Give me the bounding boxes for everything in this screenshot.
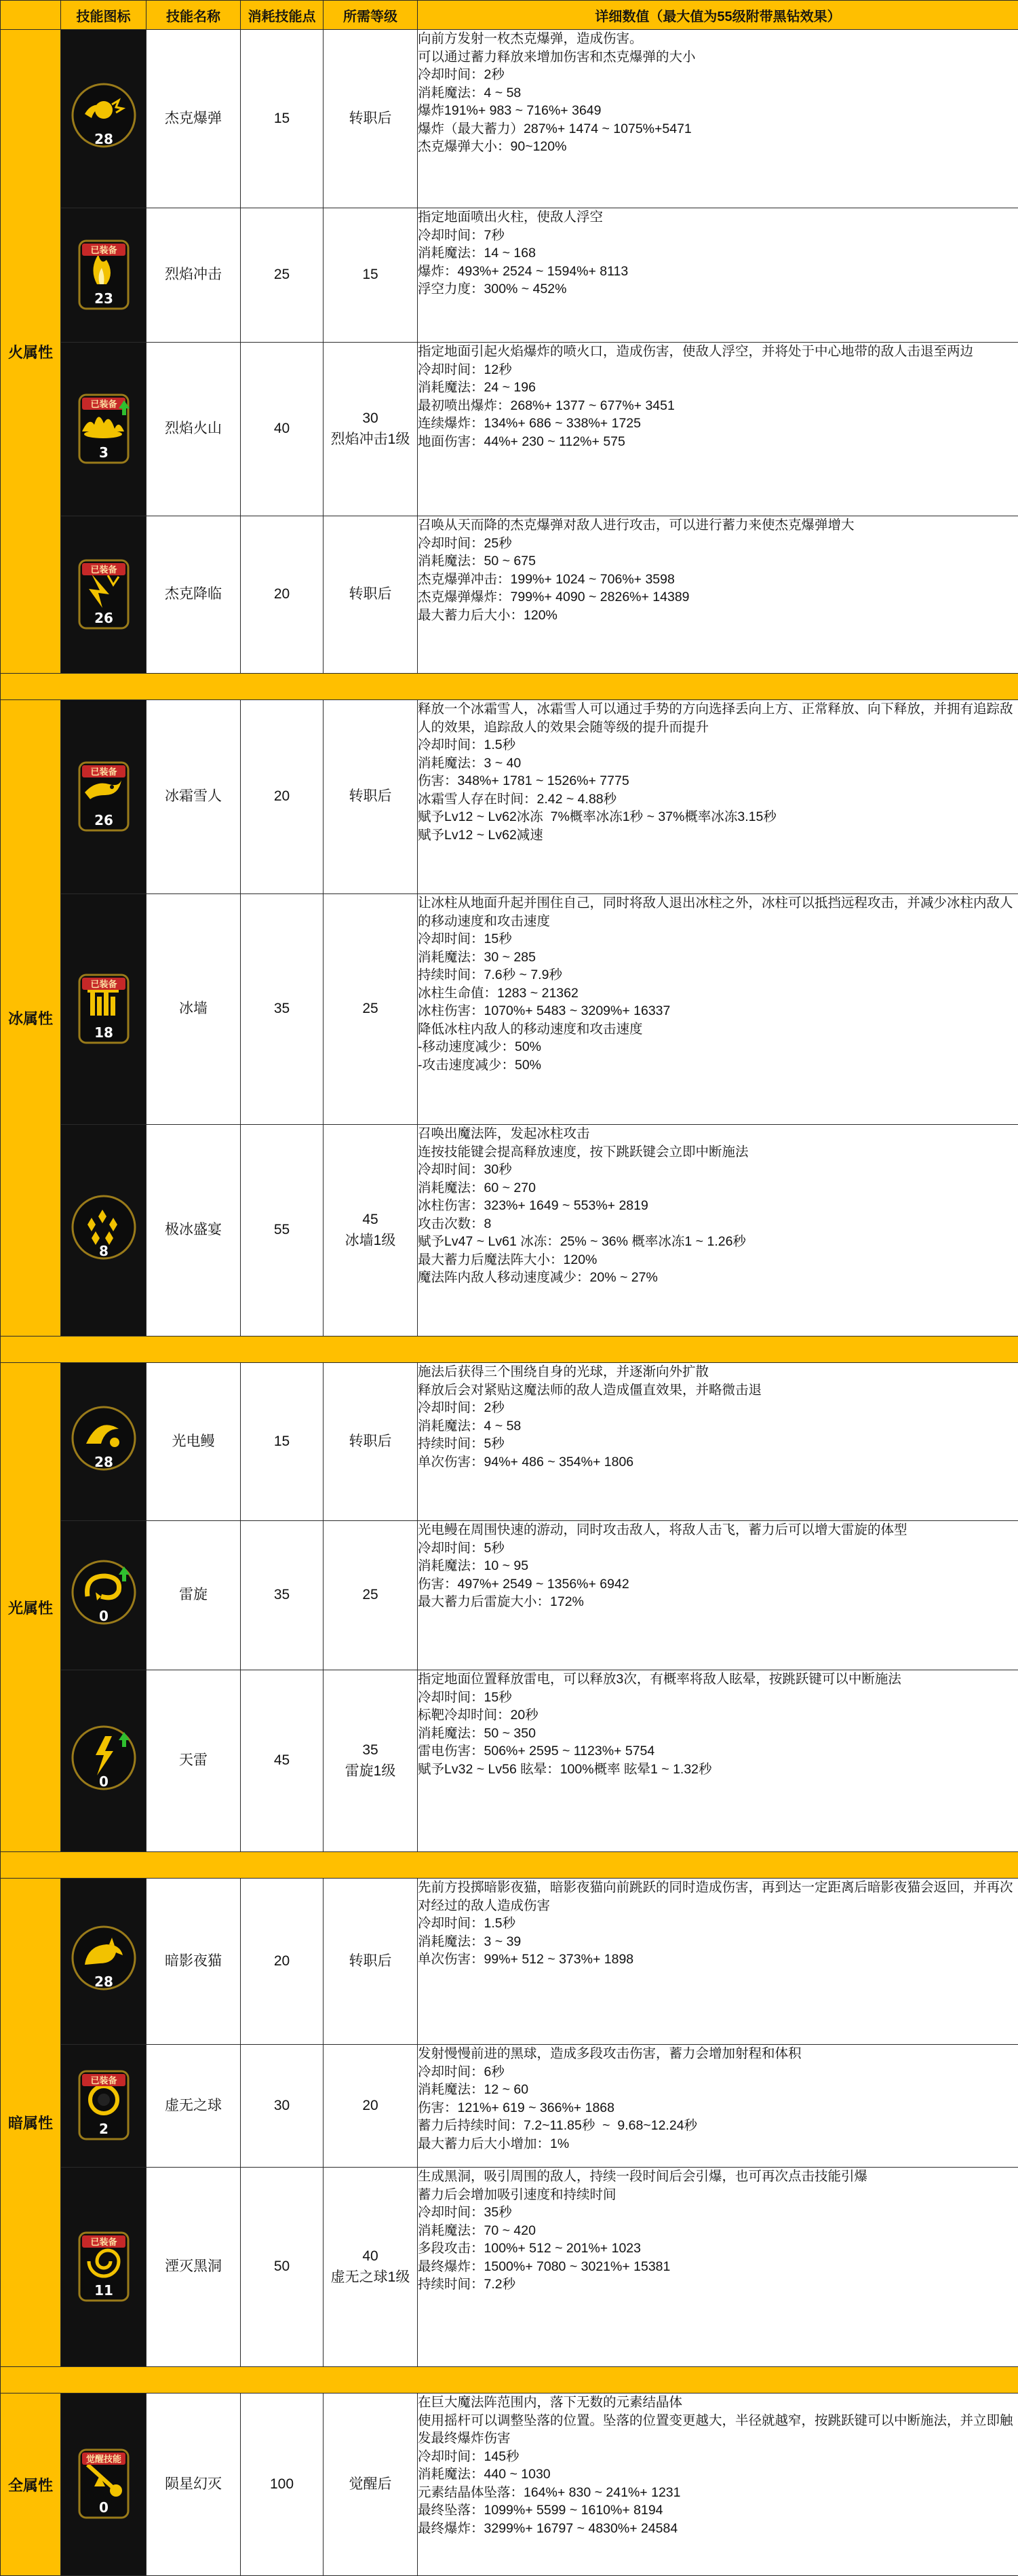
skill-points: 20 [241, 1879, 324, 2045]
required-level [324, 1879, 418, 2045]
skill-icon-level: 26 [94, 610, 113, 626]
skill-points: 20 [241, 516, 324, 674]
detail-line: 赋予Lv47 ~ Lv61 冰冻：25% ~ 36% 概率冰冻1 ~ 1.26秒 [418, 1233, 1018, 1251]
required-level-line: 转职后 [324, 1431, 417, 1452]
detail-line: 指定地面喷出火柱，使敌人浮空 [418, 208, 1018, 227]
detail-line: 魔法阵内敌人移动速度减少：20% ~ 27% [418, 1269, 1018, 1287]
header-name: 技能名称 [146, 1, 241, 30]
detail-line: 赋予Lv32 ~ Lv56 眩晕：100%概率 眩晕1 ~ 1.32秒 [418, 1761, 1018, 1779]
required-level [324, 1125, 418, 1337]
skill-name: 杰克爆弹 [146, 30, 241, 208]
required-level-line: 转职后 [324, 109, 417, 129]
skill-icon-cell [61, 1879, 146, 2045]
skill-row [1, 1363, 1018, 1521]
skill-detail [418, 516, 1018, 674]
skill-icon-cell [61, 1670, 146, 1852]
detail-line: 最初喷出爆炸：268%+ 1377 ~ 677%+ 3451 [418, 397, 1018, 415]
skill-name: 天雷 [146, 1670, 241, 1852]
skill-name: 陨星幻灭 [146, 2394, 241, 2576]
detail-line: 冷却时间：35秒 [418, 2204, 1018, 2222]
skill-detail [418, 1521, 1018, 1670]
detail-line: 赋予Lv12 ~ Lv62减速 [418, 826, 1018, 845]
detail-line: 多段攻击：100%+ 512 ~ 201%+ 1023 [418, 2239, 1018, 2258]
detail-line: 持续时间：5秒 [418, 1435, 1018, 1453]
detail-line: 消耗魔法：70 ~ 420 [418, 2222, 1018, 2240]
detail-line: 持续时间：7.6秒 ~ 7.9秒 [418, 966, 1018, 984]
skill-icon-cell [61, 208, 146, 343]
equipped-badge: 已装备 [90, 767, 117, 777]
skill-row [1, 2168, 1018, 2367]
required-level-line: 25 [324, 1585, 417, 1605]
skill-icon-level: 0 [99, 1608, 109, 1624]
skill-name: 冰墙 [146, 894, 241, 1125]
required-level [324, 2045, 418, 2168]
required-level-line: 冰墙1级 [324, 1231, 417, 1251]
skill-row [1, 700, 1018, 894]
ice-feast-icon [64, 1191, 143, 1271]
skill-icon-level: 28 [94, 1454, 113, 1470]
skill-points: 20 [241, 700, 324, 894]
skill-name: 极冰盛宴 [146, 1125, 241, 1337]
header-level: 所需等级 [324, 1, 418, 30]
required-level-line: 转职后 [324, 786, 417, 807]
skill-row [1, 2394, 1018, 2576]
detail-line: 连按技能键会提高释放速度，按下跳跃键会立即中断施法 [418, 1143, 1018, 1161]
category-label: 光属性 [1, 1363, 61, 1852]
detail-line: 释放一个冰霜雪人，冰霜雪人可以通过手势的方向选择丢向上方、正常释放、向下释放，并拥有追踪敌人的效果，追踪敌人的效果会随等级的提升而提升 [418, 700, 1018, 736]
required-level-line: 30 [324, 408, 417, 429]
skill-icon-cell [61, 1363, 146, 1521]
skill-row [1, 1521, 1018, 1670]
detail-line: 消耗魔法：50 ~ 675 [418, 552, 1018, 571]
detail-line: 杰克爆弹大小：90~120% [418, 138, 1018, 156]
skill-icon-cell [61, 516, 146, 674]
skill-icon-cell [61, 2045, 146, 2168]
skill-name: 烈焰冲击 [146, 208, 241, 343]
skill-detail [418, 1670, 1018, 1852]
skill-row [1, 1879, 1018, 2045]
required-level [324, 343, 418, 516]
detail-line: 召唤出魔法阵，发起冰柱攻击 [418, 1125, 1018, 1143]
skill-icon-cell [61, 30, 146, 208]
skill-icon-level: 3 [99, 444, 109, 461]
detail-line: 杰克爆弹爆炸：799%+ 4090 ~ 2826%+ 14389 [418, 588, 1018, 607]
skill-icon-level: 23 [94, 290, 113, 307]
skill-row [1, 1670, 1018, 1852]
void-orb-icon [64, 2066, 143, 2146]
skill-icon-level: 28 [94, 1974, 113, 1990]
required-level [324, 30, 418, 208]
detail-line: 冰柱伤害：323%+ 1649 ~ 553%+ 2819 [418, 1197, 1018, 1215]
detail-line: 爆炸（最大蓄力）287%+ 1474 ~ 1075%+5471 [418, 120, 1018, 138]
required-level [324, 1670, 418, 1852]
required-level-line: 15 [324, 265, 417, 285]
skill-icon-cell [61, 1125, 146, 1337]
equipped-badge: 已装备 [90, 2237, 117, 2248]
detail-line: -攻击速度减少：50% [418, 1056, 1018, 1075]
required-level-line: 转职后 [324, 584, 417, 604]
required-level [324, 1363, 418, 1521]
skill-detail [418, 2045, 1018, 2168]
required-level-line: 40 [324, 2246, 417, 2267]
group-separator [1, 674, 1018, 700]
skill-icon-level: 8 [99, 1243, 109, 1259]
detail-line: 向前方发射一枚杰克爆弹，造成伤害。 [418, 30, 1018, 48]
separator-bar [1, 1852, 1018, 1879]
required-level-line: 虚无之球1级 [324, 2267, 417, 2288]
skill-points: 35 [241, 894, 324, 1125]
required-level [324, 208, 418, 343]
jack-descent-icon [64, 555, 143, 635]
skill-points: 100 [241, 2394, 324, 2576]
skill-points: 15 [241, 30, 324, 208]
thunder-spin-icon [64, 1556, 143, 1636]
category-label: 冰属性 [1, 700, 61, 1337]
detail-line: 伤害：497%+ 2549 ~ 1356%+ 6942 [418, 1575, 1018, 1594]
fire-bomb-icon [64, 79, 143, 159]
required-level-line: 35 [324, 1740, 417, 1761]
detail-line: 释放后会对紧贴这魔法师的敌人造成僵直效果，并略微击退 [418, 1381, 1018, 1400]
detail-line: 最终爆炸：3299%+ 16797 ~ 4830%+ 24584 [418, 2520, 1018, 2538]
detail-line: 攻击次数：8 [418, 1215, 1018, 1233]
detail-line: 杰克爆弹冲击：199%+ 1024 ~ 706%+ 3598 [418, 571, 1018, 589]
skill-icon-level: 26 [94, 812, 113, 828]
detail-line: 降低冰柱内敌人的移动速度和攻击速度 [418, 1020, 1018, 1039]
detail-line: 消耗魔法：50 ~ 350 [418, 1725, 1018, 1743]
skill-row [1, 1125, 1018, 1337]
header-icon: 技能图标 [61, 1, 146, 30]
skill-detail [418, 1879, 1018, 2045]
skill-icon-level: 11 [94, 2282, 113, 2299]
detail-line: 冷却时间：7秒 [418, 227, 1018, 245]
detail-line: 最大蓄力后雷旋大小：172% [418, 1593, 1018, 1611]
detail-line: 指定地面位置释放雷电，可以释放3次，有概率将敌人眩晕，按跳跃键可以中断施法 [418, 1670, 1018, 1689]
detail-line: 消耗魔法：12 ~ 60 [418, 2081, 1018, 2099]
detail-line: 冷却时间：12秒 [418, 361, 1018, 379]
detail-line: 消耗魔法：440 ~ 1030 [418, 2465, 1018, 2484]
detail-line: 可以通过蓄力释放来增加伤害和杰克爆弹的大小 [418, 48, 1018, 66]
skill-points: 55 [241, 1125, 324, 1337]
header-category [1, 1, 61, 30]
shadow-cat-icon [64, 1921, 143, 2001]
skill-icon-level: 2 [99, 2121, 109, 2137]
skill-points: 35 [241, 1521, 324, 1670]
category-label: 暗属性 [1, 1879, 61, 2367]
group-separator [1, 1852, 1018, 1879]
detail-line: 蓄力后会增加吸引速度和持续时间 [418, 2186, 1018, 2204]
ice-wall-icon [64, 969, 143, 1050]
skill-icon-cell [61, 1521, 146, 1670]
separator-bar [1, 674, 1018, 700]
skill-name: 暗影夜猫 [146, 1879, 241, 2045]
skill-row [1, 30, 1018, 208]
header-points: 消耗技能点 [241, 1, 324, 30]
detail-line: 让冰柱从地面升起并围住自己，同时将敌人退出冰柱之外，冰柱可以抵挡远程攻击，并减少冰柱内敌人的移动速度和攻击速度 [418, 894, 1018, 930]
required-level [324, 2394, 418, 2576]
light-eel-icon [64, 1402, 143, 1482]
detail-line: 连续爆炸：134%+ 686 ~ 338%+ 1725 [418, 415, 1018, 433]
skill-points: 15 [241, 1363, 324, 1521]
detail-line: 在巨大魔法阵范围内，落下无数的元素结晶体 [418, 2394, 1018, 2412]
detail-line: 元素结晶体坠落：164%+ 830 ~ 241%+ 1231 [418, 2484, 1018, 2502]
separator-bar [1, 2367, 1018, 2394]
meteor-illusion-icon [64, 2444, 143, 2524]
detail-line: 指定地面引起火焰爆炸的喷火口，造成伤害，使敌人浮空，并将处于中心地带的敌人击退至两边 [418, 343, 1018, 361]
detail-line: 召唤从天而降的杰克爆弹对敌人进行攻击，可以进行蓄力来使杰克爆弹增大 [418, 516, 1018, 535]
header-row [1, 1, 1018, 30]
frost-snowman-icon [64, 757, 143, 837]
detail-line: 单次伤害：94%+ 486 ~ 354%+ 1806 [418, 1453, 1018, 1472]
detail-line: 光电鳗在周围快速的游动，同时攻击敌人，将敌人击飞，蓄力后可以增大雷旋的体型 [418, 1521, 1018, 1539]
detail-line: 发射慢慢前进的黑球，造成多段攻击伤害，蓄力会增加射程和体积 [418, 2045, 1018, 2063]
required-level-line: 20 [324, 2096, 417, 2116]
required-level-line: 觉醒后 [324, 2474, 417, 2495]
detail-line: 消耗魔法：14 ~ 168 [418, 244, 1018, 263]
skill-icon-cell [61, 2168, 146, 2367]
required-level [324, 2168, 418, 2367]
skill-icon-cell [61, 700, 146, 894]
skill-name: 冰霜雪人 [146, 700, 241, 894]
detail-line: 标靶冷却时间：20秒 [418, 1706, 1018, 1725]
required-level [324, 700, 418, 894]
detail-line: 先前方投掷暗影夜猫，暗影夜猫向前跳跃的同时造成伤害，再到达一定距离后暗影夜猫会返回，并再次对经过的敌人造成伤害 [418, 1879, 1018, 1915]
detail-line: 消耗魔法：60 ~ 270 [418, 1179, 1018, 1197]
skill-detail [418, 208, 1018, 343]
header-detail: 详细数值（最大值为55级附带黑钻效果） [418, 1, 1018, 30]
skill-points: 45 [241, 1670, 324, 1852]
detail-line: 冷却时间：2秒 [418, 66, 1018, 84]
skill-detail [418, 894, 1018, 1125]
detail-line: 雷电伤害：506%+ 2595 ~ 1123%+ 5754 [418, 1742, 1018, 1761]
detail-line: 生成黑洞，吸引周围的敌人，持续一段时间后会引爆，也可再次点击技能引爆 [418, 2168, 1018, 2186]
required-level [324, 516, 418, 674]
skill-name: 雷旋 [146, 1521, 241, 1670]
skill-icon-level: 18 [94, 1024, 113, 1041]
required-level-line: 雷旋1级 [324, 1761, 417, 1782]
skill-icon-cell [61, 894, 146, 1125]
skill-detail [418, 30, 1018, 208]
detail-line: 爆炸191%+ 983 ~ 716%+ 3649 [418, 102, 1018, 120]
skill-icon-cell [61, 2394, 146, 2576]
skill-detail [418, 343, 1018, 516]
detail-line: 消耗魔法：4 ~ 58 [418, 1417, 1018, 1436]
detail-line: 最终爆炸：1500%+ 7080 ~ 3021%+ 15381 [418, 2258, 1018, 2276]
detail-line: 消耗魔法：30 ~ 285 [418, 948, 1018, 967]
required-level [324, 894, 418, 1125]
detail-line: 赋予Lv12 ~ Lv62冰冻 7%概率冰冻1秒 ~ 37%概率冰冻3.15秒 [418, 808, 1018, 826]
equipped-badge: 已装备 [90, 245, 117, 256]
detail-line: 最大蓄力后大小：120% [418, 607, 1018, 625]
detail-line: 消耗魔法：3 ~ 39 [418, 1933, 1018, 1951]
skill-icon-level: 0 [99, 1773, 109, 1790]
detail-line: 冰柱伤害：1070%+ 5483 ~ 3209%+ 16337 [418, 1002, 1018, 1020]
skill-row [1, 208, 1018, 343]
detail-line: 最大蓄力后大小增加：1% [418, 2135, 1018, 2153]
group-separator [1, 2367, 1018, 2394]
required-level [324, 1521, 418, 1670]
detail-line: 消耗魔法：3 ~ 40 [418, 754, 1018, 773]
category-label: 全属性 [1, 2394, 61, 2576]
skill-row [1, 894, 1018, 1125]
flame-pillar-icon [64, 235, 143, 315]
detail-line: 消耗魔法：10 ~ 95 [418, 1557, 1018, 1575]
detail-line: 冷却时间：5秒 [418, 1539, 1018, 1558]
detail-line: 使用摇杆可以调整坠落的位置。坠落的位置变更越大，半径就越窄，按跳跃键可以中断施法，并立即触发最终爆炸伤害 [418, 2412, 1018, 2448]
detail-line: 蓄力后持续时间：7.2~11.85秒 ~ 9.68~12.24秒 [418, 2117, 1018, 2135]
skill-name: 光电鳗 [146, 1363, 241, 1521]
skill-points: 50 [241, 2168, 324, 2367]
required-level-line: 45 [324, 1210, 417, 1230]
equipped-badge: 已装备 [90, 979, 117, 990]
equipped-badge: 已装备 [90, 399, 117, 410]
sky-thunder-icon [64, 1721, 143, 1801]
detail-line: 最终坠落：1099%+ 5599 ~ 1610%+ 8194 [418, 2501, 1018, 2520]
detail-line: 冷却时间：1.5秒 [418, 736, 1018, 754]
black-hole-icon [64, 2227, 143, 2307]
detail-line: 冷却时间：15秒 [418, 930, 1018, 948]
detail-line: -移动速度减少：50% [418, 1038, 1018, 1056]
detail-line: 冷却时间：2秒 [418, 1399, 1018, 1417]
detail-line: 冷却时间：25秒 [418, 535, 1018, 553]
equipped-badge: 觉醒技能 [85, 2454, 121, 2465]
separator-bar [1, 1337, 1018, 1363]
equipped-badge: 已装备 [90, 2075, 117, 2086]
detail-line: 消耗魔法：4 ~ 58 [418, 84, 1018, 102]
skill-row [1, 516, 1018, 674]
skill-detail [418, 2394, 1018, 2576]
skill-name: 虚无之球 [146, 2045, 241, 2168]
skill-points: 25 [241, 208, 324, 343]
skill-name: 湮灭黑洞 [146, 2168, 241, 2367]
detail-line: 持续时间：7.2秒 [418, 2275, 1018, 2294]
detail-line: 冷却时间：1.5秒 [418, 1915, 1018, 1933]
fire-volcano-icon [64, 389, 143, 469]
detail-line: 冷却时间：145秒 [418, 2448, 1018, 2466]
skill-detail [418, 1125, 1018, 1337]
detail-line: 伤害：121%+ 619 ~ 366%+ 1868 [418, 2099, 1018, 2117]
detail-line: 最大蓄力后魔法阵大小：120% [418, 1251, 1018, 1269]
required-level-line: 25 [324, 999, 417, 1019]
detail-line: 单次伤害：99%+ 512 ~ 373%+ 1898 [418, 1950, 1018, 1969]
detail-line: 地面伤害：44%+ 230 ~ 112%+ 575 [418, 433, 1018, 451]
skill-detail [418, 1363, 1018, 1521]
skill-points: 30 [241, 2045, 324, 2168]
skill-row [1, 343, 1018, 516]
skill-icon-level: 0 [99, 2499, 109, 2516]
skill-name: 杰克降临 [146, 516, 241, 674]
detail-line: 施法后获得三个围绕自身的光球，并逐渐向外扩散 [418, 1363, 1018, 1381]
group-separator [1, 1337, 1018, 1363]
skill-detail [418, 700, 1018, 894]
detail-line: 伤害：348%+ 1781 ~ 1526%+ 7775 [418, 772, 1018, 790]
skill-icon-level: 28 [94, 131, 113, 147]
skill-detail [418, 2168, 1018, 2367]
detail-line: 浮空力度：300% ~ 452% [418, 280, 1018, 299]
equipped-badge: 已装备 [90, 564, 117, 575]
required-level-line: 转职后 [324, 1951, 417, 1972]
detail-line: 冷却时间：30秒 [418, 1161, 1018, 1179]
detail-line: 冰柱生命值：1283 ~ 21362 [418, 984, 1018, 1003]
detail-line: 爆炸：493%+ 2524 ~ 1594%+ 8113 [418, 263, 1018, 281]
skill-row [1, 2045, 1018, 2168]
skill-name: 烈焰火山 [146, 343, 241, 516]
skill-points: 40 [241, 343, 324, 516]
detail-line: 冰霜雪人存在时间：2.42 ~ 4.88秒 [418, 790, 1018, 809]
detail-line: 冷却时间：6秒 [418, 2063, 1018, 2081]
skill-icon-cell [61, 343, 146, 516]
detail-line: 消耗魔法：24 ~ 196 [418, 379, 1018, 397]
required-level-line: 烈焰冲击1级 [324, 429, 417, 450]
detail-line: 冷却时间：15秒 [418, 1689, 1018, 1707]
category-label: 火属性 [1, 30, 61, 674]
